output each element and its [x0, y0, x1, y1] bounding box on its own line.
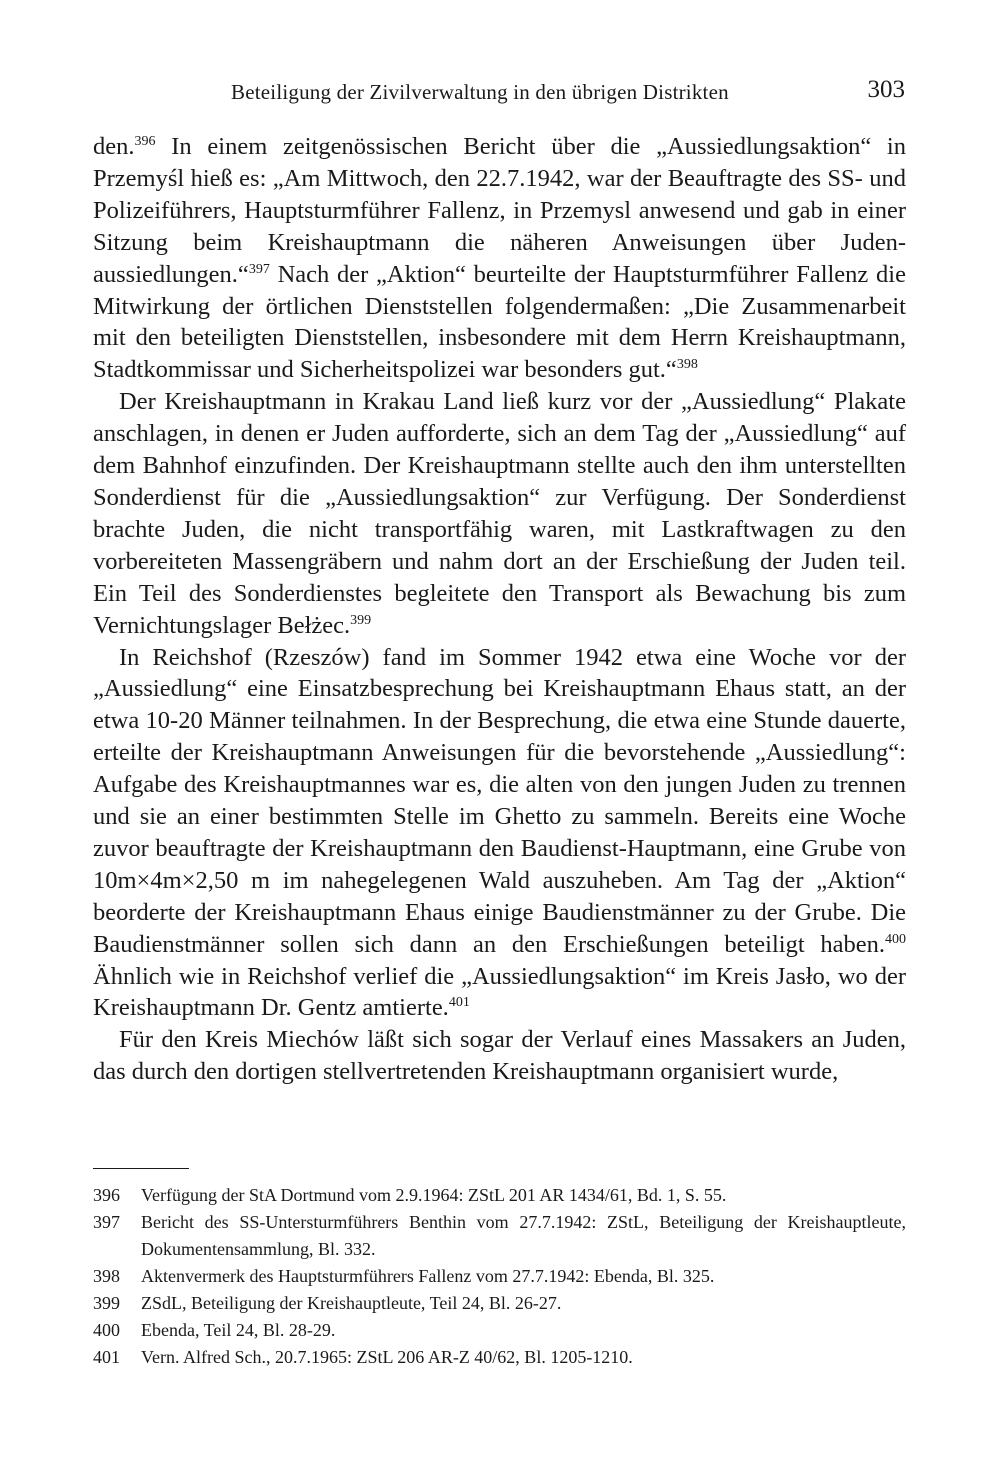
footnote-ref: 398	[676, 357, 698, 373]
text-run: In einem zeitgenössischen Bericht über die „Aussiedlungsaktion“ in Przemyśl hieß es: „Am Mittwoch, den 22.7.1942, war der Beauftragte des SS- und Polizeiführers, Hauptsturmführer Fallenz, in Przemysl anwesend und gab in einer Sitzung beim Kreishauptmann die näheren Anweisungen über Juden-aussiedlungen.“	[93, 133, 906, 288]
paragraph	[93, 1024, 906, 1088]
footnote-ref: 400	[885, 931, 906, 947]
footnote-number: 397	[93, 1212, 120, 1232]
body-text	[93, 131, 906, 1088]
footnote-text: Vern. Alfred Sch., 20.7.1965: ZStL 206 AR-Z 40/62, Bl. 1205-1210.	[141, 1347, 633, 1367]
text-run: Ähnlich wie in Reichshof verlief die „Aussiedlungsaktion“ im Kreis Jasło, wo der Kreishauptmann Dr. Gentz amtierte.	[93, 962, 906, 1022]
footnotes	[93, 1182, 906, 1371]
footnote	[93, 1263, 906, 1290]
paragraph	[93, 642, 906, 1025]
running-title: Beteiligung der Zivilverwaltung in den übrigen Distrikten	[231, 80, 729, 104]
text-run: Der Kreishauptmann in Krakau Land ließ kurz vor der „Aussiedlung“ Plakate anschlagen, in denen er Juden aufforderte, sich an dem Tag der „Aussiedlung“ auf dem Bahnhof einzufinden. Der Kreishauptmann stellte auch den ihm unterstellten Sonderdienst für die „Aussiedlungsaktion“ zur Verfügung. Der Sonderdienst brachte Juden, die nicht transportfähig waren, mit Lastkraftwagen zu den vorbereiteten Massengräbern und nahm dort an der Erschießung der Juden teil. Ein Teil des Sonderdienstes begleitete den Transport als Bewachung bis zum Vernichtungslager Bełżec.	[93, 388, 906, 639]
footnote-number: 398	[93, 1266, 120, 1286]
paragraph	[93, 386, 906, 641]
text-run: Für den Kreis Miechów läßt sich sogar der Verlauf eines Massakers an Juden, das durch den dortigen stellvertretenden Kreishauptmann organisiert wurde,	[93, 1026, 906, 1086]
footnote-ref: 396	[134, 133, 156, 149]
footnote-text: Aktenvermerk des Hauptsturmführers Fallenz vom 27.7.1942: Ebenda, Bl. 325.	[141, 1266, 715, 1286]
footnote-text: Verfügung der StA Dortmund vom 2.9.1964: ZStL 201 AR 1434/61, Bd. 1, S. 55.	[141, 1185, 727, 1205]
footnote-number: 400	[93, 1320, 120, 1340]
footnote	[93, 1182, 906, 1209]
footnote	[93, 1344, 906, 1371]
footnote	[93, 1317, 906, 1344]
text-run: In Reichshof (Rzeszów) fand im Sommer 1942 etwa eine Woche vor der „Aussiedlung“ eine Einsatzbesprechung bei Kreishauptmann Ehaus statt, an der etwa 10-20 Männer teilnahmen. In der Besprechung, die etwa eine Stunde dauerte, erteilte der Kreishauptmann Anweisungen für die bevorstehende „Aussiedlung“: Aufgabe des Kreishauptmannes war es, die alten von den jungen Juden zu trennen und sie an einer bestimmten Stelle im Ghetto zu sammeln. Bereits eine Woche zuvor beauftragte der Kreishauptmann den Baudienst-Hauptmann, eine Grube von 10m×4m×2,50 m im nahegelegenen Wald auszuheben. Am Tag der „Aktion“ beorderte der Kreishauptmann Ehaus einige Baudienstmänner zu der Grube. Die Baudienstmänner sollen sich dann an den Erschießungen beteiligt haben.	[93, 643, 906, 958]
running-header	[93, 72, 905, 112]
footnote-text: Ebenda, Teil 24, Bl. 28-29.	[141, 1320, 336, 1340]
text-run: Nach der „Aktion“ beurteilte der Hauptsturmführer Fallenz die Mitwirkung der örtlichen Dienststellen folgendermaßen: „Die Zusammenarbeit mit den beteiligten Dienststellen, insbesondere mit dem Herrn Kreishauptmann, Stadtkommissar und Sicherheitspolizei war besonders gut.“	[93, 260, 906, 384]
footnote-ref: 401	[448, 995, 470, 1011]
page-number: 303	[867, 76, 905, 103]
footnote-number: 399	[93, 1293, 120, 1313]
footnote-number: 396	[93, 1185, 120, 1205]
footnote-text: Bericht des SS-Untersturmführers Benthin vom 27.7.1942: ZStL, Beteiligung der Kreishauptleute, Dokumentensammlung, Bl. 332.	[141, 1212, 906, 1259]
footnote-number: 401	[93, 1347, 120, 1367]
footnote-ref: 397	[248, 261, 270, 277]
footnote	[93, 1290, 906, 1317]
paragraph	[93, 131, 906, 386]
footnote-ref: 399	[350, 612, 372, 628]
text-run: den.	[93, 133, 135, 160]
footnote	[93, 1209, 906, 1263]
footnote-text: ZSdL, Beteiligung der Kreishauptleute, Teil 24, Bl. 26-27.	[141, 1293, 562, 1313]
footnote-divider	[93, 1168, 189, 1169]
